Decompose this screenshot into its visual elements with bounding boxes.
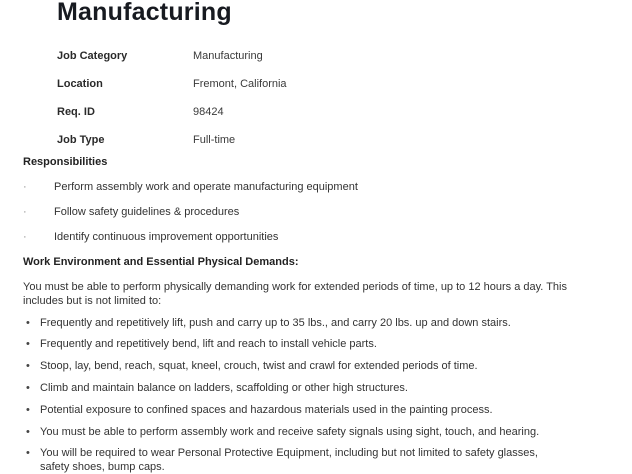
bullet-dot: · xyxy=(23,206,27,218)
demand-text: Potential exposure to confined spaces and hazardous materials used in the painting process. xyxy=(40,404,493,416)
bullet-dot: · xyxy=(23,181,27,193)
req-id-label: Req. ID xyxy=(57,106,95,118)
list-item xyxy=(26,425,586,439)
job-type-value: Full-time xyxy=(193,134,236,146)
list-item xyxy=(26,381,586,395)
list-item xyxy=(26,403,586,417)
bullet-dot: • xyxy=(26,404,30,416)
responsibility-text: Follow safety guidelines & procedures xyxy=(54,206,240,218)
work-environment-intro: You must be able to perform physically demanding work for extended periods of time, up to 12 hours a day. This includes but is not limited to: xyxy=(23,281,567,307)
bullet-dot: · xyxy=(23,231,27,243)
bullet-dot: • xyxy=(26,426,30,438)
bullet-dot: • xyxy=(26,338,30,350)
job-category-label: Job Category xyxy=(57,50,128,62)
responsibility-text: Identify continuous improvement opportunities xyxy=(54,231,279,243)
demand-text: Frequently and repetitively bend, lift and reach to install vehicle parts. xyxy=(40,338,377,350)
bullet-dot: • xyxy=(26,317,30,329)
work-environment-heading: Work Environment and Essential Physical Demands: xyxy=(23,256,299,268)
list-item xyxy=(26,316,586,330)
req-id-value: 98424 xyxy=(193,106,224,118)
job-title: Manufacturing xyxy=(57,0,232,26)
list-item xyxy=(26,359,586,373)
demand-text: You must be able to perform assembly work and receive safety signals using sight, touch, and hearing. xyxy=(40,426,540,438)
list-item xyxy=(26,446,566,474)
demand-text: Climb and maintain balance on ladders, scaffolding or other high structures. xyxy=(40,382,408,394)
list-item xyxy=(26,337,586,351)
bullet-dot: • xyxy=(26,360,30,372)
location-label: Location xyxy=(57,78,103,90)
bullet-dot: • xyxy=(26,447,30,459)
location-value: Fremont, California xyxy=(193,78,287,90)
job-type-label: Job Type xyxy=(57,134,105,146)
demand-text: Stoop, lay, bend, reach, squat, kneel, crouch, twist and crawl for extended periods of time. xyxy=(40,360,478,372)
demand-text: Frequently and repetitively lift, push and carry up to 35 lbs., and carry 20 lbs. up and down stairs. xyxy=(40,317,511,329)
job-category-value: Manufacturing xyxy=(193,50,263,62)
responsibility-text: Perform assembly work and operate manufacturing equipment xyxy=(54,181,358,193)
responsibilities-heading: Responsibilities xyxy=(23,156,108,168)
bullet-dot: • xyxy=(26,382,30,394)
demand-text: You will be required to wear Personal Protective Equipment, including but not limited to safety glasses, safety shoes, bump caps. xyxy=(40,447,538,473)
